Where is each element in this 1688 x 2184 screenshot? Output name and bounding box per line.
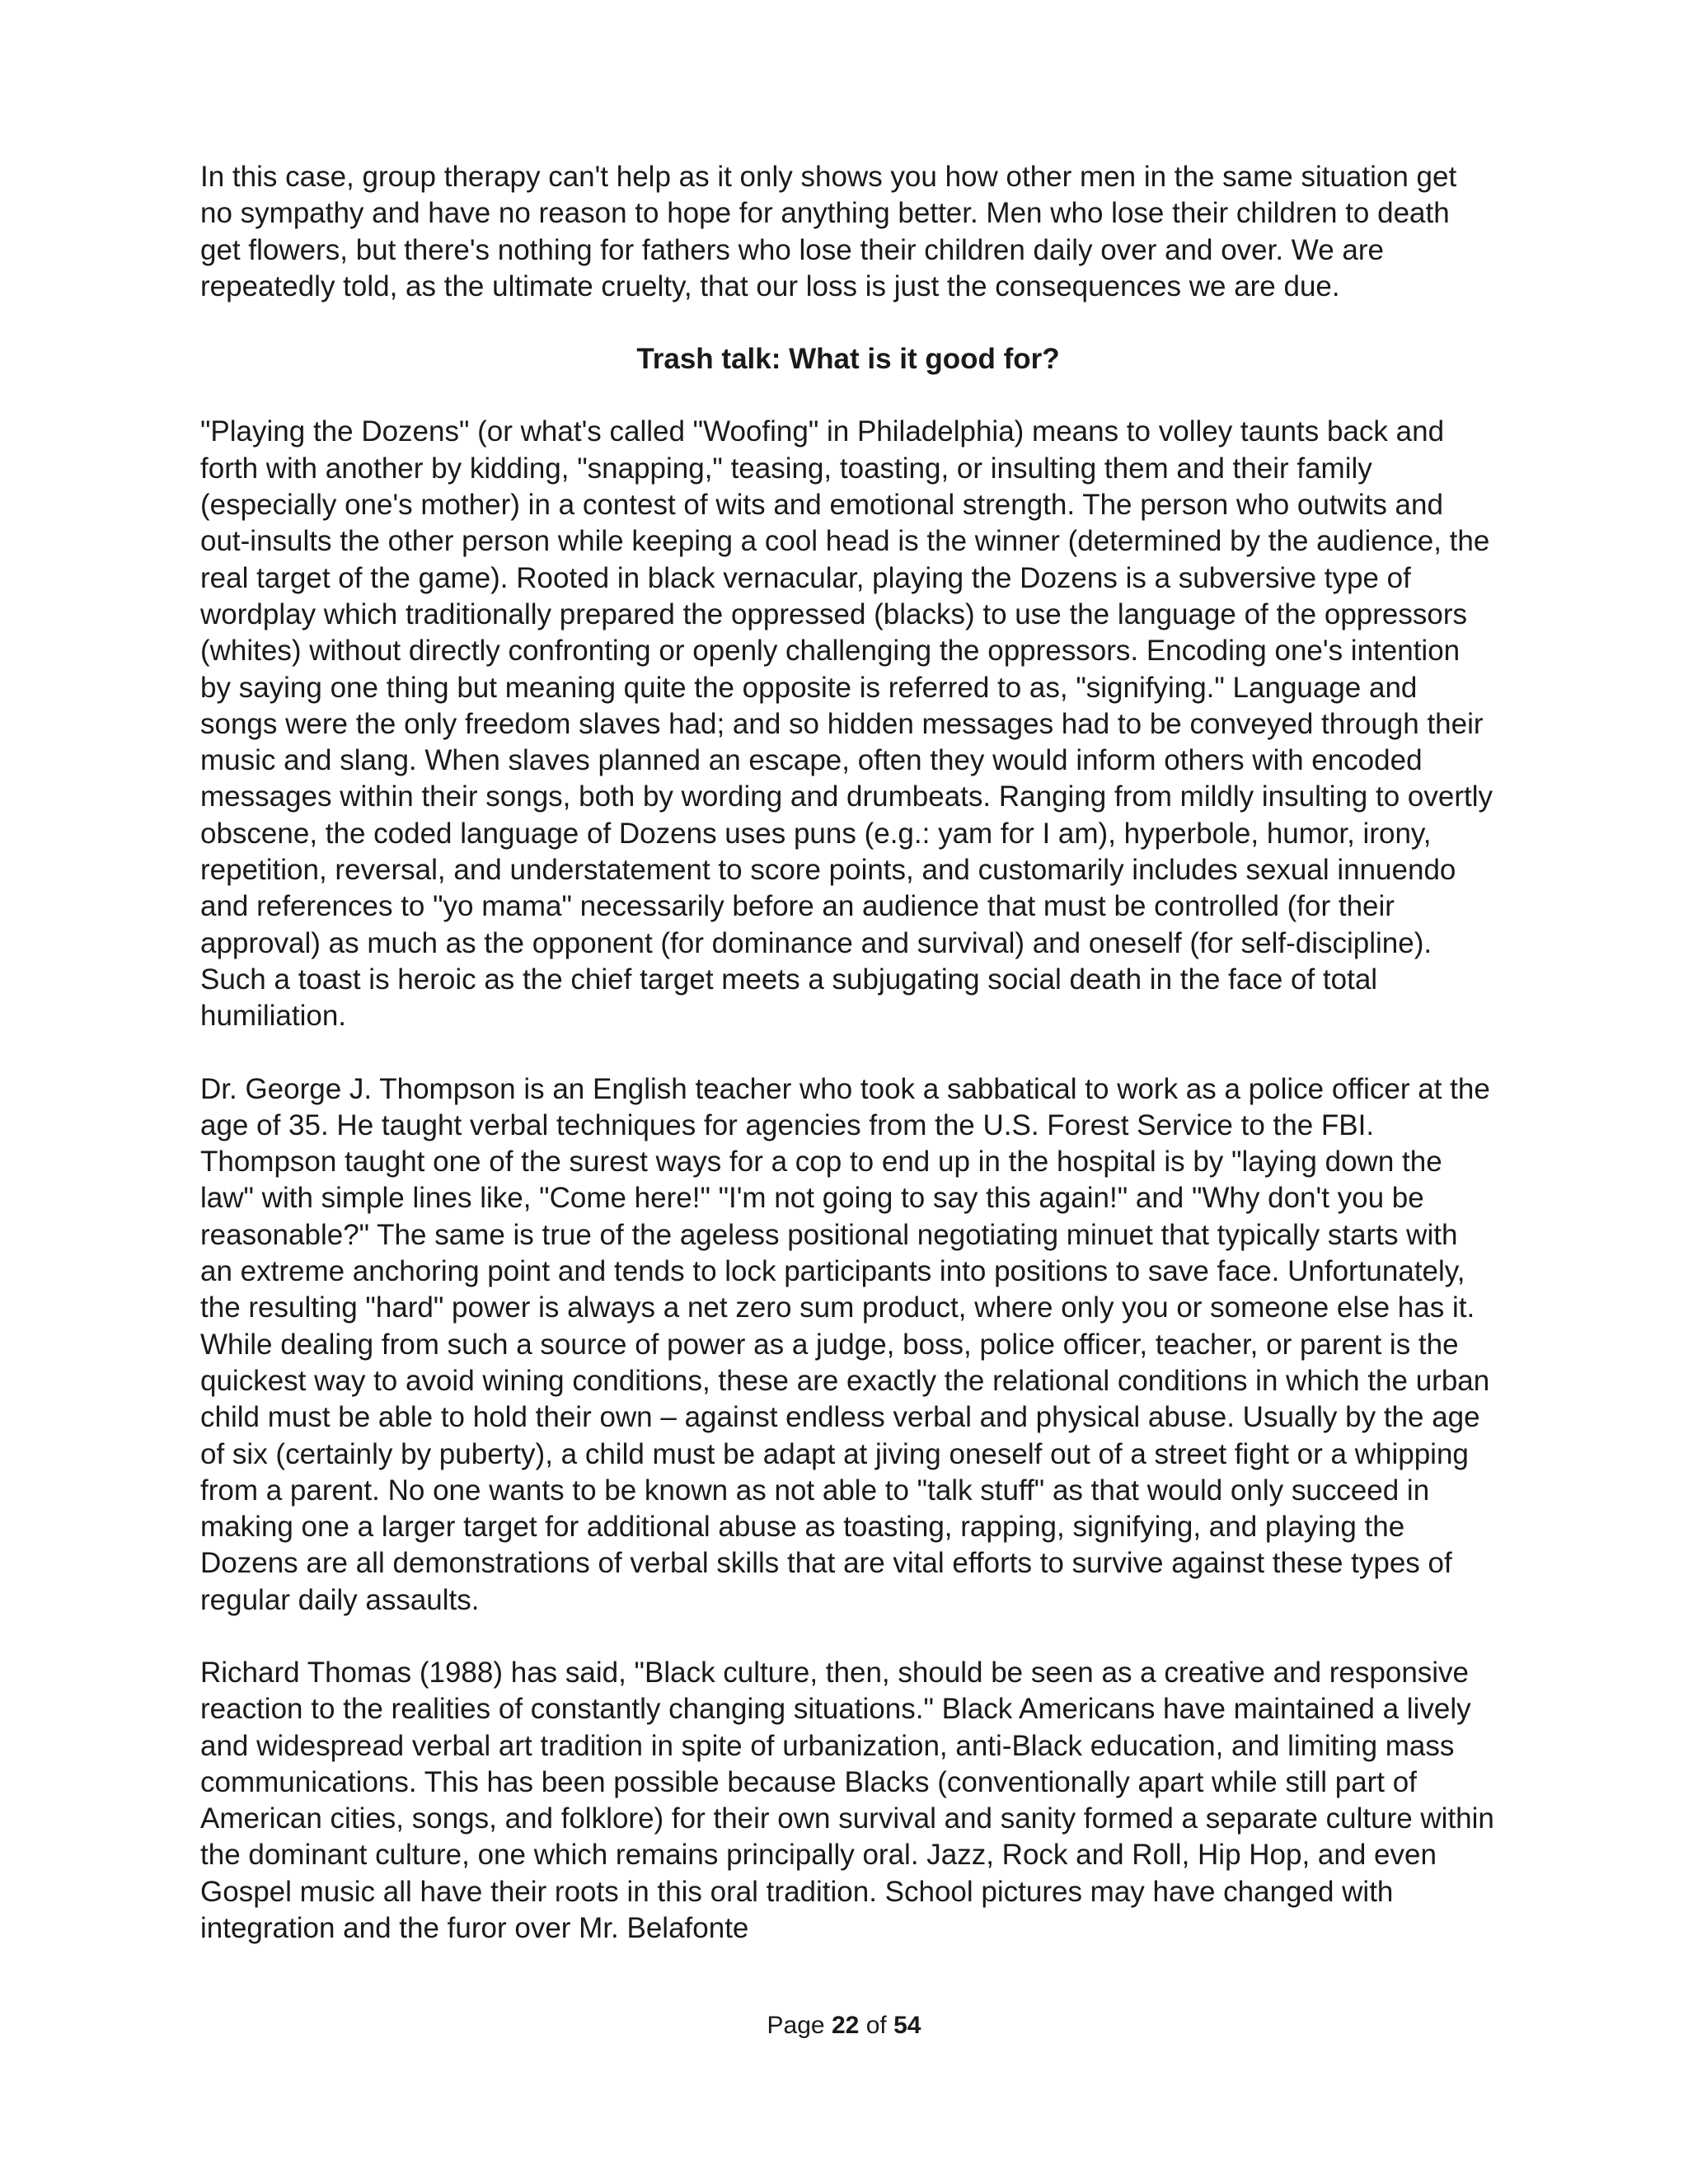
current-page-number: 22: [831, 2012, 860, 2039]
paragraph-group-therapy: In this case, group therapy can't help as it only shows you how other men in the same situation get no sympathy and have no reason to hope for anything better. Men who lose their children to death get flowers, but there's nothing for fathers who lose their children daily over and over. We are repeatedly told, as the ultimate cruelty, that our loss is just the consequences we are due.: [200, 161, 1457, 302]
document-body: [200, 159, 1496, 1947]
paragraph-richard-thomas: Richard Thomas (1988) has said, "Black culture, then, should be seen as a creative and responsive reaction to the realities of constantly changing situations." Black Americans have maintained a lively and widespread verbal art tradition in spite of urbanization, anti-Black education, and limiting mass communications. This has been possible because Blacks (conventionally apart while still part of American cities, songs, and folklore) for their own survival and sanity formed a separate culture within the dominant culture, one which remains principally oral. Jazz, Rock and Roll, Hip Hop, and even Gospel music all have their roots in this oral tradition. School pictures may have changed with integration and the furor over Mr. Belafonte: [200, 1656, 1494, 1945]
total-pages-number: 54: [893, 2012, 921, 2039]
of-label: of: [865, 2012, 887, 2039]
paragraph-playing-the-dozens: "Playing the Dozens" (or what's called "Woofing" in Philadelphia) means to volley taunts back and forth with another by kidding, "snapping," teasing, toasting, or insulting them and their family (especially one's mother) in a contest of wits and emotional strength. The person who outwits and out-insults the other person while keeping a cool head is the winner (determined by the audience, the real target of the game). Rooted in black vernacular, playing the Dozens is a subversive type of wordplay which traditionally prepared the oppressed (blacks) to use the language of the oppressors (whites) without directly confronting or openly challenging the oppressors. Encoding one's intention by saying one thing but meaning quite the opposite is referred to as, "signifying." Language and songs were the only freedom slaves had; and so hidden messages had to be conveyed through their music and slang. When slaves planned an escape, often they would inform others with encoded messages within their songs, both by wording and drumbeats. Ranging from mildly insulting to overtly obscene, the coded language of Dozens uses puns (e.g.: yam for I am), hyperbole, humor, irony, repetition, reversal, and understatement to score points, and customarily includes sexual innuendo and references to "yo mama" necessarily before an audience that must be controlled (for their approval) as much as the opponent (for dominance and survival) and oneself (for self-discipline). Such a toast is heroic as the chief target meets a subjugating social death in the face of total humiliation.: [200, 415, 1493, 1033]
page-label: Page: [767, 2012, 825, 2039]
paragraph-george-thompson: Dr. George J. Thompson is an English teacher who took a sabbatical to work as a police officer at the age of 35. He taught verbal techniques for agencies from the U.S. Forest Service to the FBI. Thompson taught one of the surest ways for a cop to end up in the hospital is by "laying down the law" with simple lines like, "Come here!" "I'm not going to say this again!" and "Why don't you be reasonable?" The same is true of the ageless positional negotiating minuet that typically starts with an extreme anchoring point and tends to lock participants into positions to save face. Unfortunately, the resulting "hard" power is always a net zero sum product, where only you or someone else has it. While dealing from such a source of power as a judge, boss, police officer, teacher, or parent is the quickest way to avoid wining conditions, these are exactly the relational conditions in which the urban child must be able to hold their own – against endless verbal and physical abuse. Usually by the age of six (certainly by puberty), a child must be adapt at jiving oneself out of a street fight or a whipping from a parent. No one wants to be known as not able to "talk stuff" as that would only succeed in making one a larger target for additional abuse as toasting, rapping, signifying, and playing the Dozens are all demonstrations of verbal skills that are vital efforts to survive against these types of regular daily assaults.: [200, 1072, 1490, 1616]
section-heading: Trash talk: What is it good for?: [636, 343, 1060, 376]
page-footer: [0, 2009, 1688, 2042]
